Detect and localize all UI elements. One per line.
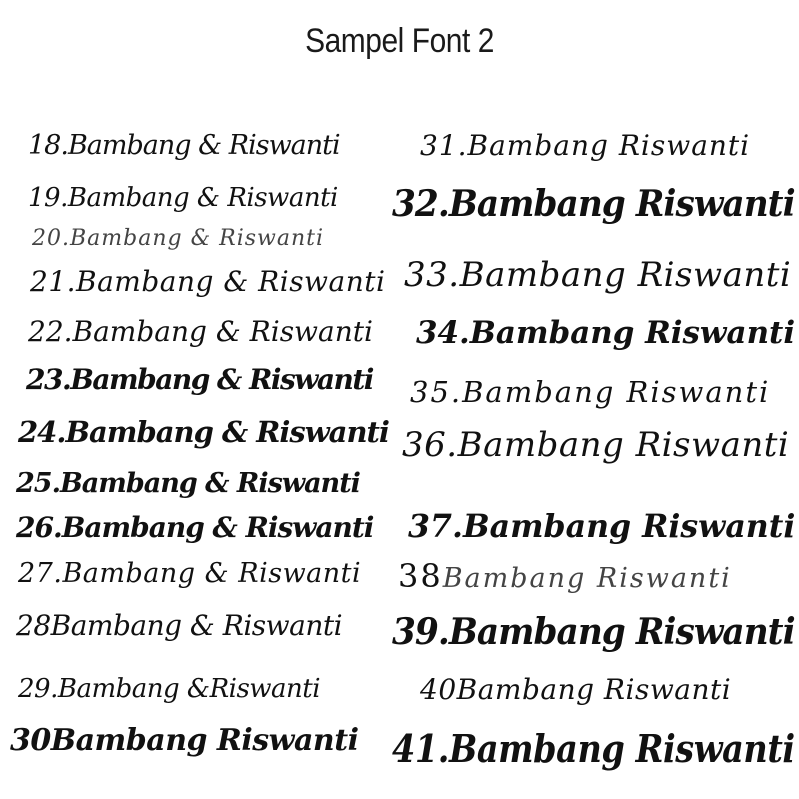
sample-text: Bambang Riswanti — [467, 129, 751, 162]
sample-number: 31. — [420, 129, 468, 162]
sample-text: Bambang & Riswanti — [65, 415, 389, 449]
sample-number: 41. — [392, 726, 449, 771]
sample-number: 19. — [28, 183, 68, 213]
sample-text: Bambang & Riswanti — [67, 130, 340, 161]
sample-text: Bambang & Riswanti — [62, 558, 362, 589]
sample-number: 23. — [26, 363, 71, 396]
font-sample-40 — [420, 673, 732, 706]
font-sample-35 — [410, 375, 771, 409]
sample-number: 33. — [404, 255, 460, 295]
font-sample-22 — [28, 315, 373, 348]
font-sample-19 — [28, 185, 338, 211]
sample-number: 24. — [18, 415, 66, 449]
sample-number: 36. — [402, 425, 458, 465]
sample-text: Bambang Riswanti — [448, 611, 795, 653]
sample-text: Bambang & Riswanti — [61, 511, 374, 544]
font-sample-34 — [416, 315, 796, 351]
sample-text: Bambang & Riswanti — [50, 609, 343, 642]
font-sample-38 — [398, 557, 732, 595]
sample-number: 34. — [416, 315, 470, 351]
sample-number: 37. — [408, 507, 463, 545]
font-sample-23 — [26, 363, 373, 396]
font-sample-30 — [10, 723, 359, 758]
sample-text: Bambang &Riswanti — [57, 674, 321, 704]
font-sample-26 — [16, 511, 374, 544]
sample-text: Bambang & Riswanti — [59, 468, 360, 499]
sample-number: 27. — [18, 558, 63, 589]
sample-number: 26. — [16, 511, 62, 544]
sample-number: 35. — [410, 375, 463, 409]
sample-text: Bambang & Riswanti — [70, 363, 373, 396]
sample-number: 28 — [16, 609, 51, 642]
font-sample-32 — [392, 183, 795, 225]
sample-text: Bambang Riswanti — [457, 425, 790, 465]
sample-text: Bambang Riswanti — [462, 375, 771, 409]
font-sample-39 — [392, 611, 795, 653]
font-sample-20 — [32, 228, 324, 250]
sample-text: Bambang Riswanti — [459, 255, 792, 295]
sample-text: Bambang Riswanti — [448, 726, 795, 771]
sample-number: 25. — [16, 468, 60, 499]
font-sample-41 — [392, 726, 795, 771]
font-sample-25 — [16, 470, 360, 497]
sample-number: 29. — [18, 674, 58, 704]
font-sample-28 — [16, 609, 343, 642]
sample-number: 32. — [392, 183, 449, 225]
sample-number: 30 — [10, 723, 51, 758]
sample-number: 20. — [32, 226, 70, 251]
sample-text: Bambang & Riswanti — [70, 226, 325, 251]
sample-text: Bambang & Riswanti — [72, 315, 373, 348]
font-sample-37 — [408, 507, 796, 545]
font-sample-33 — [404, 255, 792, 295]
font-sample-27 — [18, 560, 361, 587]
sample-text: Bambang Riswanti — [456, 673, 732, 706]
sample-number: 40 — [420, 673, 457, 706]
sample-number: 18. — [28, 130, 68, 161]
font-sample-36 — [402, 425, 790, 465]
sample-text: Bambang Riswanti — [442, 563, 732, 594]
sample-text: Bambang Riswanti — [448, 183, 795, 225]
font-sample-29 — [18, 676, 320, 702]
page-title: Sampel Font 2 — [305, 22, 494, 60]
sample-text: Bambang Riswanti — [462, 507, 796, 545]
font-sample-31 — [420, 129, 751, 162]
sample-number: 22. — [28, 315, 73, 348]
sample-text: Bambang Riswanti — [50, 723, 359, 758]
font-sample-24 — [18, 415, 389, 449]
sample-number: 38 — [398, 557, 443, 595]
sample-number: 21. — [30, 265, 77, 298]
sample-number: 39. — [392, 611, 449, 653]
font-sample-21 — [30, 265, 386, 298]
sample-text: Bambang Riswanti — [469, 315, 796, 351]
sample-text: Bambang & Riswanti — [76, 265, 386, 298]
sample-text: Bambang & Riswanti — [67, 183, 338, 213]
font-sample-18 — [28, 132, 340, 159]
